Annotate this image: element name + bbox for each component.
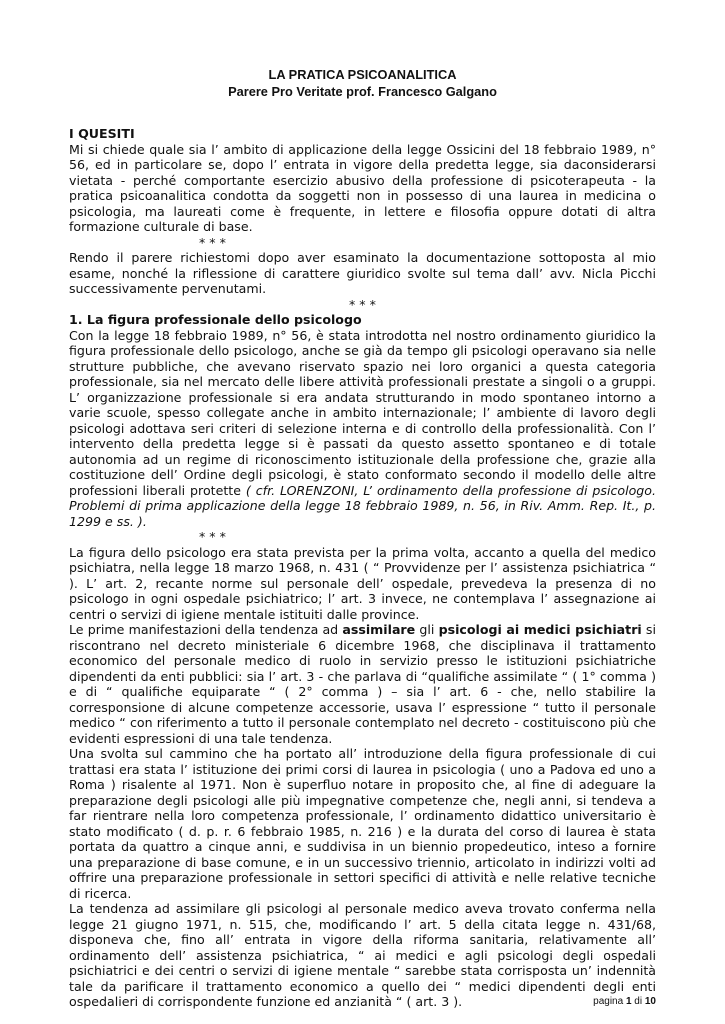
- paragraph-corsi-laurea: Una svolta sul cammino che ha portato all’ introduzione della figura professionale di cui trattasi era stata l’ istituzione dei primi corsi di laurea in psicologia ( uno a Padova ed uno a Roma ) risalente al 1971. Non è superfluo notare in proposito che, al fine di adeguare la preparazione degli psicologi alle più impegnative competenze che, negli anni, si tendeva a far rientrare nella loro competenza professionale, l’ ordinamento didattico universitario è stato modificato ( d. p. r. 6 febbraio 1985, n. 216 ) e la durata del corso di laurea è stata portata da quattro a cinque anni, e suddivisa in un biennio propedeutico, inteso a fornire una preparazione di base comune, e in un successivo triennio, articolato in indirizzi volti ad offrire una preparazione professionale in settori specifici di attività e nelle relative tecniche di ricerca.: [69, 746, 656, 901]
- bold-term: assimilare: [342, 622, 416, 637]
- bold-term: psicologi ai medici psichiatri: [438, 622, 642, 637]
- page-number: pagina 1 di 10: [593, 996, 656, 1007]
- document-subtitle: Parere Pro Veritate prof. Francesco Galgano: [228, 84, 497, 99]
- paragraph-legge-1989: [69, 328, 656, 530]
- paragraph-text: Con la legge 18 febbraio 1989, n° 56, è stata introdotta nel nostro ordinamento giuridico la figura professionale dello psicologo, anche se già da tempo gli psicologi operavano sia nelle strutture pubbliche, che avevano riservato spazio nei loro organici a questa categoria professionale, sia nel mercato delle libere attività professionali prestate a singoli o a gruppi. L’ organizzazione professionale si era andata strutturando in modo spontaneo intorno a varie scuole, spesso collegate anche in ambito internazionale; l’ ambiente di lavoro degli psicologi adottava seri criteri di selezione interna e di controllo della professionalità. Con l’ intervento della predetta legge si è passati da questo assetto spontaneo e di totale autonomia ad un regime di riconoscimento istituzionale della professione che, grazie alla costituzione dell’ Ordine degli psicologi, è stato conformato secondo il modello delle altre professioni liberali protette: [69, 327, 656, 498]
- section-heading-figura: 1. La figura professionale dello psicologo: [69, 312, 362, 327]
- current-page: 1: [625, 996, 632, 1007]
- title-block: [0, 66, 725, 100]
- paragraph-parere: Rendo il parere richiestomi dopo aver esaminato la documentazione sottoposta al mio esame, nonché la riflessione di carattere giuridico svolte sul tema dall’ avv. Nicla Picchi successivamente pervenutami.: [69, 250, 656, 296]
- citation: ( cfr. LORENZONI, L’ ordinamento della professione di psicologo. Problemi di prima applicazione della legge 18 febbraio 1989, n. 56, in Riv. Amm. Rep. It., p. 1299 e ss. ).: [69, 482, 656, 529]
- separator-stars: * * *: [349, 296, 376, 312]
- separator-stars: * * *: [199, 529, 226, 544]
- paragraph-legge-1971: La tendenza ad assimilare gli psicologi al personale medico aveva trovato conferma nella legge 21 giugno 1971, n. 515, che, modificando l’ art. 5 della citata legge n. 431/68, disponeva che, fino all’ entrata in vigore della riforma sanitaria, relativamente all’ ordinamento dell’ assistenza psichiatrica, “ ai medici e agli psicologi degli ospedali psichiatrici e dei centri o servizi di igiene mentale “ sarebbe stata corrisposta un’ indennità tale da parificare il trattamento economico a quello dei “ medici dipendenti degli enti ospedalieri di corrispondente funzione ed anzianità “ ( art. 3 ).: [69, 901, 656, 1009]
- document-body: [69, 126, 656, 1010]
- total-pages: 10: [644, 996, 656, 1007]
- paragraph-quesiti: Mi si chiede quale sia l’ ambito di applicazione della legge Ossicini del 18 febbraio 1989, n° 56, ed in particolare se, dopo l’ entrata in vigore della predetta legge, sia daconsiderarsi vietata - perché comportante esercizio abusivo della professione di psicoterapeuta - la pratica psicoanalitica condotta da soggetti non in possesso di una laurea in medicina o psicologia, ma laureati come è frequente, in lettere e filosofia oppure dotati di altra formazione culturale di base.: [69, 141, 656, 234]
- document-title: LA PRATICA PSICOANALITICA: [268, 67, 457, 82]
- paragraph-text: si riscontrano nel decreto ministeriale 6 dicembre 1968, che disciplinava il trattamento economico del personale medico di ruolo in servizio presso le istituzioni psichiatriche dipendenti da enti pubblici: sia l’ art. 3 - che parlava di “qualifiche assimilate “ ( 1° comma ) e di “ qualifiche equiparate “ ( 2° comma ) – sia l’ art. 6 - che, nello stabilire la corresponsione di alcune competenze accessorie, usava l’ espressione “ tutto il personale medico “ con riferimento a tutto il personale contemplato nel decreto - costituiscono più che evidenti espressioni di una tale tendenza.: [69, 622, 656, 746]
- paragraph-legge-1968: La figura dello psicologo era stata prevista per la prima volta, accanto a quella del medico psichiatra, nella legge 18 marzo 1968, n. 431 ( “ Provvidenze per l’ assistenza psichiatrica “ ). L’ art. 2, recante norme sul personale dell’ ospedale, prevedeva la presenza di no psicologo in ogni ospedale psichiatrico; l’ art. 3 invece, ne contemplava l’ assegnazione ai centri o servizi di igiene mentale istituiti dalle province.: [69, 544, 656, 622]
- paragraph-text: gli: [419, 622, 435, 637]
- paragraph-assimilazione: [69, 622, 656, 746]
- paragraph-text: Le prime manifestazioni della tendenza ad: [69, 622, 339, 637]
- section-heading-quesiti: I QUESITI: [69, 126, 135, 141]
- separator-stars: * * *: [199, 234, 226, 250]
